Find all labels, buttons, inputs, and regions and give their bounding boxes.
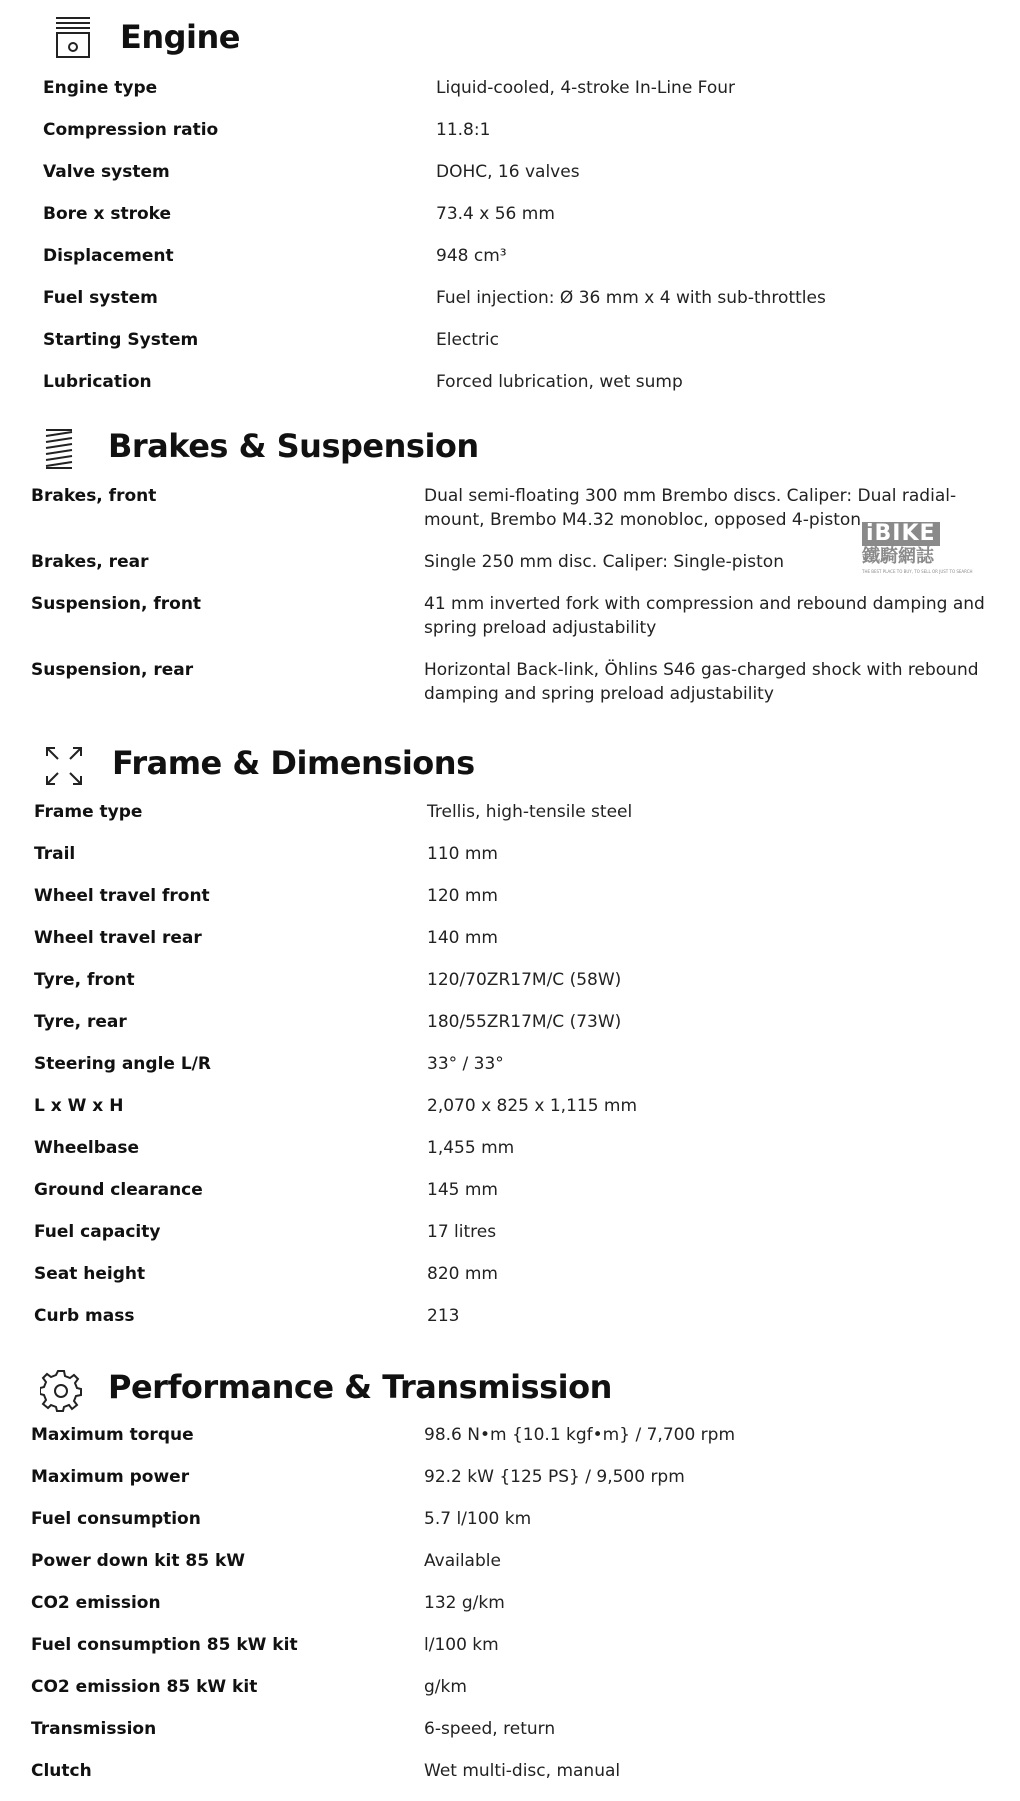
spec-value: 820 mm (427, 1264, 498, 1284)
spec-value: Forced lubrication, wet sump (436, 372, 683, 392)
performance-section (0, 1368, 1020, 1801)
spec-label: Valve system (43, 162, 170, 182)
spec-value: Horizontal Back-link, Öhlins S46 gas-charged shock with rebound damping and spring preload adjustability (424, 660, 979, 704)
spec-value: Fuel injection: Ø 36 mm x 4 with sub-throttles (436, 288, 826, 308)
spec-row (0, 1675, 1020, 1717)
brakes-title: Brakes & Suspension (108, 427, 479, 465)
spec-row (0, 1423, 1020, 1465)
spec-row (0, 286, 1020, 328)
spec-value: 41 mm inverted fork with compression and rebound damping and spring preload adjustability (424, 594, 985, 638)
spec-label: Suspension, rear (31, 660, 194, 680)
spec-label: Fuel capacity (34, 1222, 161, 1242)
brakes-spec-list (0, 484, 1020, 724)
spec-label: Fuel system (43, 288, 158, 308)
spec-row (0, 1010, 1020, 1052)
spec-row (0, 328, 1020, 370)
spec-row (0, 1549, 1020, 1591)
spec-row (0, 160, 1020, 202)
spec-row (0, 370, 1020, 412)
spec-label: Ground clearance (34, 1180, 203, 1200)
spec-value: Liquid-cooled, 4-stroke In-Line Four (436, 78, 736, 98)
spec-value: 132 g/km (424, 1593, 505, 1613)
spec-row (0, 118, 1020, 160)
spec-row (0, 800, 1020, 842)
spring-icon (40, 427, 82, 471)
spec-value: 2,070 x 825 x 1,115 mm (427, 1096, 638, 1116)
spec-value: 33° / 33° (427, 1054, 504, 1074)
spec-value: 180/55ZR17M/C (73W) (427, 1012, 622, 1032)
spec-value: 120/70ZR17M/C (58W) (427, 970, 622, 990)
spec-value: DOHC, 16 valves (436, 162, 580, 182)
spec-label: Wheel travel front (34, 886, 210, 906)
spec-row (0, 1507, 1020, 1549)
spec-label: Displacement (43, 246, 174, 266)
spec-value: 145 mm (427, 1180, 498, 1200)
spec-label: Curb mass (34, 1306, 135, 1326)
spec-row (0, 1136, 1020, 1178)
engine-title: Engine (120, 18, 240, 56)
spec-row (0, 1591, 1020, 1633)
spec-value: l/100 km (424, 1635, 499, 1655)
spec-label: Fuel consumption 85 kW kit (31, 1635, 298, 1655)
frame-spec-list (0, 800, 1020, 1346)
spec-row (0, 926, 1020, 968)
spec-row (0, 1094, 1020, 1136)
spec-label: L x W x H (34, 1096, 124, 1116)
spec-label: Brakes, rear (31, 552, 149, 572)
engine-section (0, 16, 1020, 412)
performance-header (0, 1368, 1020, 1428)
spec-label: Steering angle L/R (34, 1054, 211, 1074)
spec-value: 6-speed, return (424, 1719, 556, 1739)
watermark-brand: iBIKE (862, 522, 940, 546)
spec-row (0, 968, 1020, 1010)
spec-row (0, 592, 1020, 658)
spec-label: Power down kit 85 kW (31, 1551, 246, 1571)
brakes-header (0, 427, 1020, 487)
spec-label: Seat height (34, 1264, 146, 1284)
performance-title: Performance & Transmission (108, 1368, 612, 1406)
spec-label: Lubrication (43, 372, 152, 392)
spec-row (0, 1633, 1020, 1675)
expand-arrows-icon (43, 744, 85, 788)
spec-label: CO2 emission (31, 1593, 161, 1613)
spec-value: 17 litres (427, 1222, 497, 1242)
spec-value: 140 mm (427, 928, 498, 948)
spec-value: Trellis, high-tensile steel (427, 802, 633, 822)
spec-row (0, 1759, 1020, 1801)
spec-row (0, 244, 1020, 286)
spec-value: 11.8:1 (436, 120, 491, 140)
spec-label: Brakes, front (31, 486, 157, 506)
spec-row (0, 658, 1020, 724)
spec-value: 110 mm (427, 844, 498, 864)
spec-row (0, 76, 1020, 118)
spec-value: 92.2 kW {125 PS} / 9,500 rpm (424, 1467, 685, 1487)
spec-row (0, 1262, 1020, 1304)
spec-label: Engine type (43, 78, 158, 98)
spec-label: Bore x stroke (43, 204, 172, 224)
spec-row (0, 884, 1020, 926)
frame-section (0, 744, 1020, 1346)
spec-label: Frame type (34, 802, 143, 822)
spec-value: 73.4 x 56 mm (436, 204, 555, 224)
spec-row (0, 1178, 1020, 1220)
spec-label: Tyre, rear (34, 1012, 127, 1032)
spec-value: 948 cm³ (436, 246, 507, 266)
gear-icon (40, 1368, 82, 1412)
spec-value: 98.6 N•m {10.1 kgf•m} / 7,700 rpm (424, 1425, 736, 1445)
ibike-watermark-logo (860, 521, 973, 578)
spec-value: 120 mm (427, 886, 498, 906)
spec-value: Dual semi-floating 300 mm Brembo discs. Caliper: Dual radial-mount, Brembo M4.32 monobloc, opposed 4-piston (424, 486, 957, 530)
spec-label: Suspension, front (31, 594, 202, 614)
spec-label: Transmission (31, 1719, 157, 1739)
spec-value: g/km (424, 1677, 467, 1697)
engine-spec-list (0, 76, 1020, 412)
spec-row (0, 842, 1020, 884)
spec-label: Fuel consumption (31, 1509, 201, 1529)
engine-header (0, 16, 1020, 76)
piston-icon (52, 16, 94, 60)
spec-value: Available (424, 1551, 501, 1571)
spec-row (0, 1465, 1020, 1507)
spec-row (0, 1304, 1020, 1346)
spec-label: Trail (34, 844, 76, 864)
spec-value: Single 250 mm disc. Caliper: Single-piston (424, 552, 784, 572)
watermark-tagline: THE BEST PLACE TO BUY, TO SELL OR JUST TO SEARCH (862, 569, 973, 574)
spec-value: Wet multi-disc, manual (424, 1761, 621, 1781)
spec-row (0, 1717, 1020, 1759)
spec-label: Compression ratio (43, 120, 219, 140)
spec-row (0, 1220, 1020, 1262)
spec-value: Electric (436, 330, 499, 350)
spec-value: 5.7 l/100 km (424, 1509, 532, 1529)
frame-title: Frame & Dimensions (112, 744, 475, 782)
spec-value: 1,455 mm (427, 1138, 515, 1158)
spec-label: Starting System (43, 330, 199, 350)
spec-row (0, 1052, 1020, 1094)
frame-header (0, 744, 1020, 804)
spec-label: Tyre, front (34, 970, 135, 990)
spec-label: Maximum power (31, 1467, 190, 1487)
spec-label: Clutch (31, 1761, 92, 1781)
spec-label: Wheel travel rear (34, 928, 202, 948)
spec-label: CO2 emission 85 kW kit (31, 1677, 258, 1697)
spec-label: Wheelbase (34, 1138, 140, 1158)
performance-spec-list (0, 1423, 1020, 1801)
watermark-chinese: 鐵騎網誌 (862, 546, 934, 567)
spec-row (0, 202, 1020, 244)
spec-value: 213 (427, 1306, 460, 1326)
spec-label: Maximum torque (31, 1425, 194, 1445)
